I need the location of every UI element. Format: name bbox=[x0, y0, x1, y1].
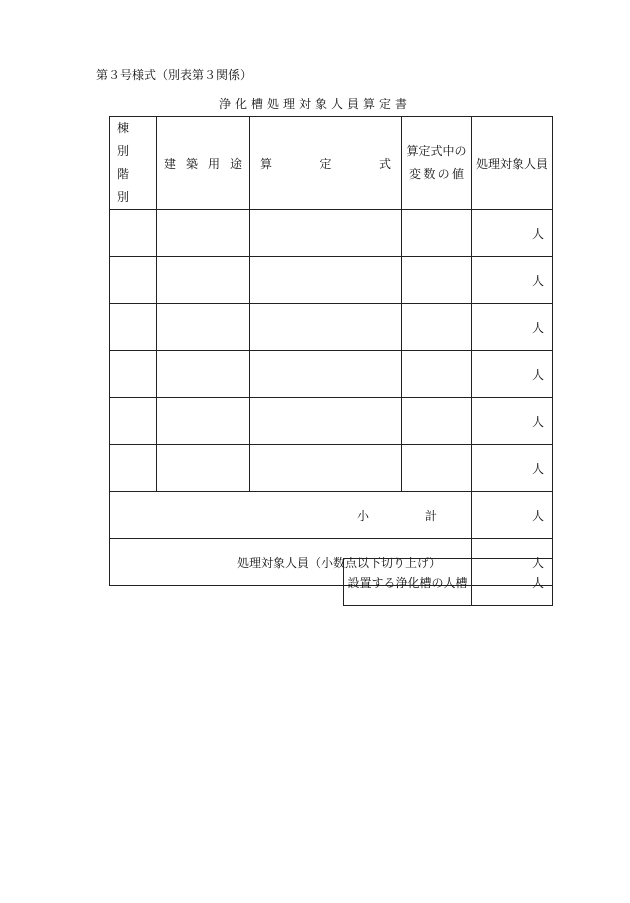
cell-persons[interactable]: 人 bbox=[472, 351, 553, 398]
subtotal-row bbox=[110, 492, 553, 539]
subtotal-persons[interactable]: 人 bbox=[472, 492, 553, 539]
cell-variable-value[interactable] bbox=[402, 351, 472, 398]
total-persons[interactable]: 人 bbox=[472, 539, 553, 586]
form-number: 第３号様式（別表第３関係） bbox=[96, 68, 253, 82]
cell-formula[interactable] bbox=[250, 210, 402, 257]
cell-building-use[interactable] bbox=[157, 257, 250, 304]
table-row bbox=[110, 257, 553, 304]
cell-building-floor[interactable] bbox=[110, 257, 157, 304]
cell-formula[interactable] bbox=[250, 445, 402, 492]
cell-persons[interactable]: 人 bbox=[472, 210, 553, 257]
cell-building-use[interactable] bbox=[157, 445, 250, 492]
table-row bbox=[110, 304, 553, 351]
calculation-table bbox=[109, 116, 553, 586]
cell-persons[interactable]: 人 bbox=[472, 304, 553, 351]
cell-variable-value[interactable] bbox=[402, 304, 472, 351]
cell-building-floor[interactable] bbox=[110, 351, 157, 398]
cell-variable-value[interactable] bbox=[402, 445, 472, 492]
table-row bbox=[110, 398, 553, 445]
tank-capacity-row bbox=[344, 559, 553, 606]
table-row bbox=[110, 351, 553, 398]
header-formula: 算 定 式 bbox=[250, 117, 402, 210]
cell-persons[interactable]: 人 bbox=[472, 445, 553, 492]
tank-capacity-label: 設置する浄化槽の人槽 bbox=[344, 559, 472, 606]
cell-formula[interactable] bbox=[250, 257, 402, 304]
cell-building-use[interactable] bbox=[157, 304, 250, 351]
cell-building-use[interactable] bbox=[157, 398, 250, 445]
header-persons: 処理対象人員 bbox=[472, 117, 553, 210]
subtotal-label: 小 計 bbox=[110, 492, 472, 539]
table-header-row bbox=[110, 117, 553, 210]
header-variable-value: 算定式中の 変 数 の 値 bbox=[402, 117, 472, 210]
cell-building-floor[interactable] bbox=[110, 304, 157, 351]
cell-variable-value[interactable] bbox=[402, 257, 472, 304]
cell-building-floor[interactable] bbox=[110, 210, 157, 257]
cell-formula[interactable] bbox=[250, 351, 402, 398]
tank-capacity-value[interactable]: 人 bbox=[472, 559, 553, 606]
cell-variable-value[interactable] bbox=[402, 210, 472, 257]
table-row bbox=[110, 445, 553, 492]
cell-building-use[interactable] bbox=[157, 210, 250, 257]
cell-building-floor[interactable] bbox=[110, 445, 157, 492]
cell-building-use[interactable] bbox=[157, 351, 250, 398]
cell-persons[interactable]: 人 bbox=[472, 257, 553, 304]
header-building-floor: 棟 別 階 別 bbox=[110, 117, 157, 210]
header-building-use: 建 築 用 途 bbox=[157, 117, 250, 210]
cell-formula[interactable] bbox=[250, 398, 402, 445]
document-title: 浄化槽処理対象人員算定書 bbox=[218, 97, 411, 111]
table-row bbox=[110, 210, 553, 257]
tank-capacity-table bbox=[343, 558, 553, 606]
cell-persons[interactable]: 人 bbox=[472, 398, 553, 445]
cell-formula[interactable] bbox=[250, 304, 402, 351]
cell-building-floor[interactable] bbox=[110, 398, 157, 445]
total-label: 処理対象人員（小数点以下切り上げ） bbox=[110, 539, 472, 586]
cell-variable-value[interactable] bbox=[402, 398, 472, 445]
